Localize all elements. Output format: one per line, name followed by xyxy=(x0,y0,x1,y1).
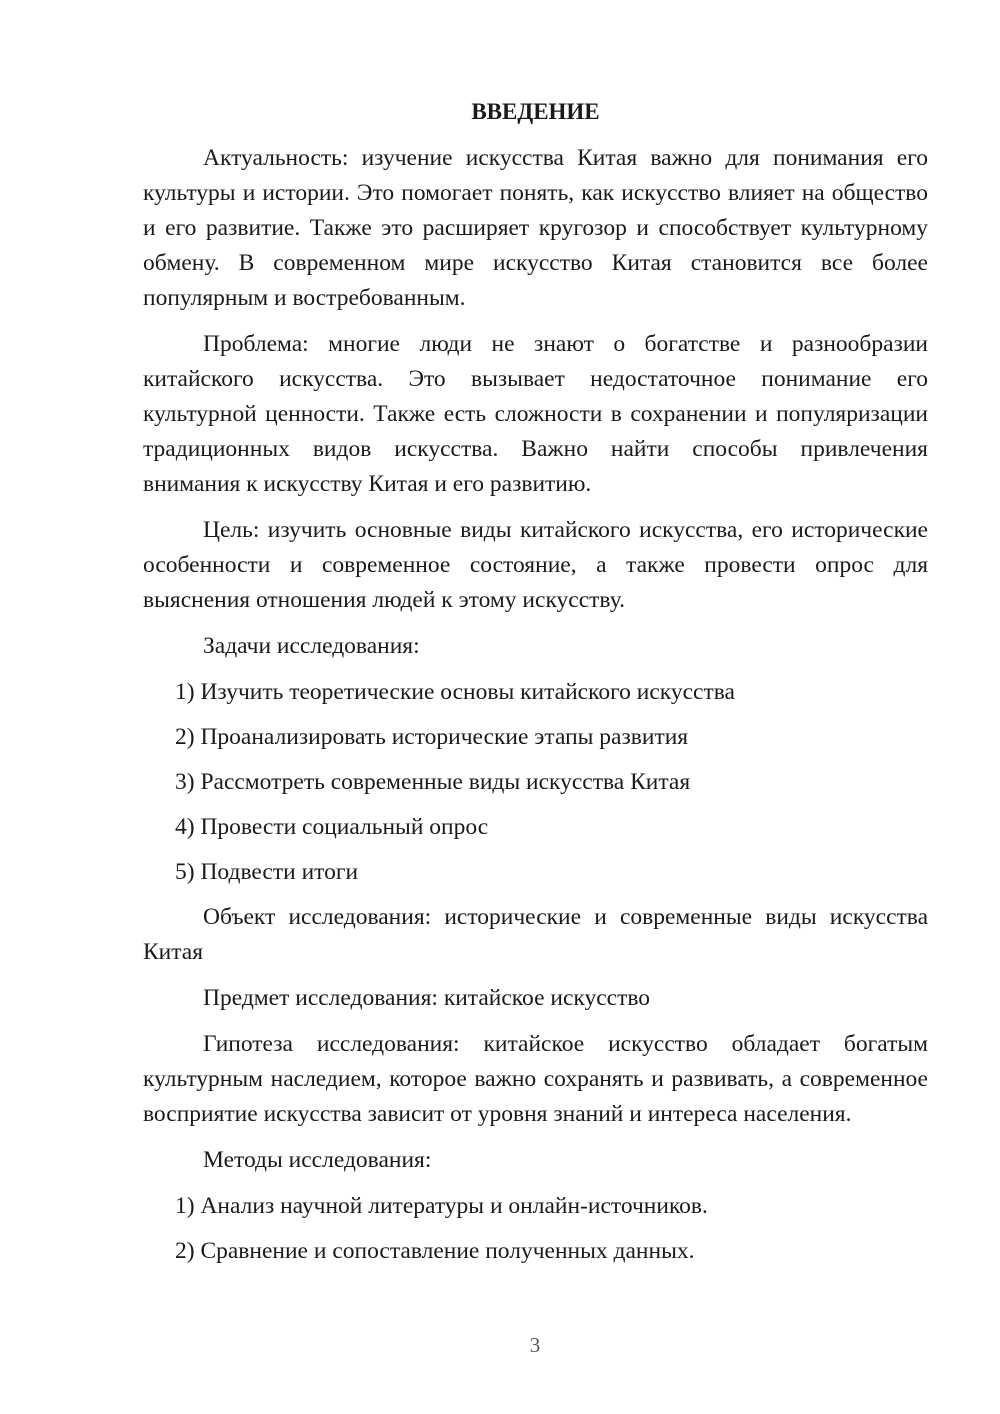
list-item: 3) Рассмотреть современные виды искусства Китая xyxy=(175,769,691,795)
methods-heading: Методы исследования: xyxy=(203,1147,432,1173)
goal-paragraph: Цель: изучить основные виды китайского искусства, его исторические особенности и современное состояние, а также провести опрос для выяснения отношения людей к этому искусству. xyxy=(143,517,928,613)
relevance-paragraph: Актуальность: изучение искусства Китая важно для понимания его культуры и истории. Это помогает понять, как искусство влияет на общество и его развитие. Также это расширяет кругозор и способствует культурному обмену. В современном мире искусство Китая становится все более популярным и востребованным. xyxy=(143,145,928,311)
list-item: 5) Подвести итоги xyxy=(175,859,359,885)
page-number: 3 xyxy=(529,1333,541,1357)
list-item: 2) Проанализировать исторические этапы развития xyxy=(175,724,689,750)
list-item: 4) Провести социальный опрос xyxy=(175,814,489,840)
hypothesis-paragraph: Гипотеза исследования: китайское искусство обладает богатым культурным наследием, которое важно сохранять и развивать, а современное восприятие искусства зависит от уровня знаний и интереса населения. xyxy=(143,1031,928,1127)
list-item: 1) Анализ научной литературы и онлайн-источников. xyxy=(175,1193,708,1219)
problem-paragraph: Проблема: многие люди не знают о богатстве и разнообразии китайского искусства. Это вызывает недостаточное понимание его культурной ценности. Также есть сложности в сохранении и популяризации традиционных видов искусства. Важно найти способы привлечения внимания к искусству Китая и его развитию. xyxy=(143,331,928,497)
list-item: 1) Изучить теоретические основы китайского искусства xyxy=(175,679,735,705)
list-item: 2) Сравнение и сопоставление полученных данных. xyxy=(175,1238,695,1264)
tasks-heading: Задачи исследования: xyxy=(203,633,420,659)
subject-paragraph: Предмет исследования: китайское искусство xyxy=(203,985,651,1011)
object-paragraph: Объект исследования: исторические и современные виды искусства Китая xyxy=(143,904,928,965)
document-page xyxy=(143,94,928,1279)
methods-list xyxy=(143,1189,928,1269)
tasks-list xyxy=(143,675,928,890)
page-title: ВВЕДЕНИЕ xyxy=(471,99,600,124)
